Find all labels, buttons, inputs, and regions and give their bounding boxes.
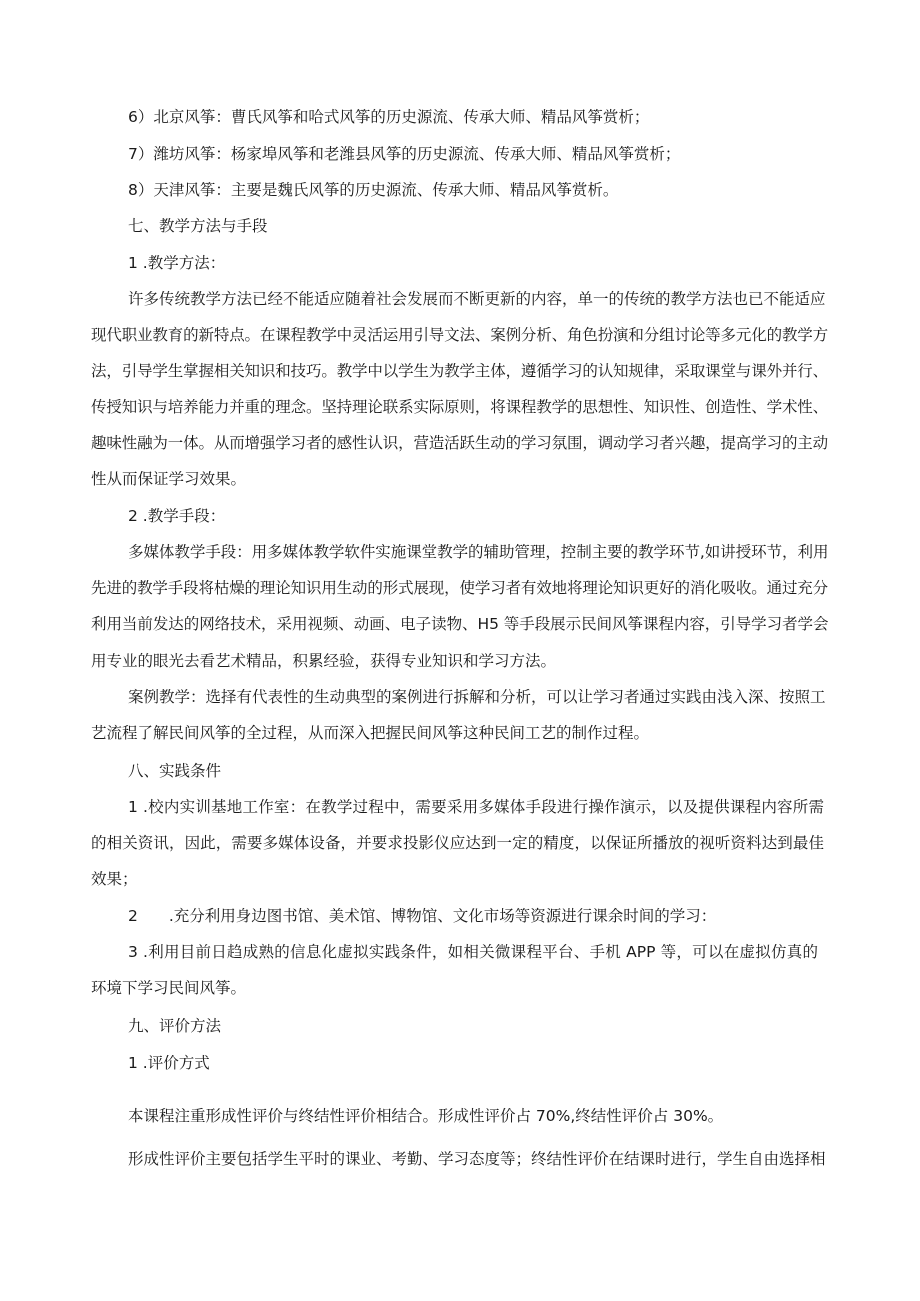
list-item-weifang-kite: 7）潍坊风筝：杨家埠风筝和老潍县风筝的历史源流、传承大师、精品风筝赏析； xyxy=(128,145,681,163)
paragraph-line: 环境下学习民间风筝。 xyxy=(91,979,247,997)
list-item-library-resources: 2 .充分利用身边图书馆、美术馆、博物馆、文化市场等资源进行课余时间的学习： xyxy=(128,907,717,925)
paragraph-line: 1 .校内实训基地工作室：在教学过程中，需要采用多媒体手段进行操作演示，以及提供课程内容所需 xyxy=(128,798,824,816)
subheading-teaching-method: 1 .教学方法： xyxy=(128,254,226,272)
paragraph-line: 传授知识与培养能力并重的理念。坚持理论联系实际原则，将课程教学的思想性、知识性、创造性、学术性、 xyxy=(91,398,829,416)
paragraph-line: 性从而保证学习效果。 xyxy=(91,470,247,488)
paragraph-line: 许多传统教学方法已经不能适应随着社会发展而不断更新的内容，单一的传统的教学方法也已不能适应 xyxy=(128,290,826,308)
subheading-teaching-means: 2 .教学手段： xyxy=(128,507,226,525)
section-heading-evaluation: 九、评价方法 xyxy=(128,1017,222,1035)
paragraph-line: 趣味性融为一体。从而增强学习者的感性认识，营造活跃生动的学习氛围，调动学习者兴趣，提高学习的主动 xyxy=(91,434,829,452)
paragraph-line: 效果； xyxy=(91,870,138,888)
paragraph-line: 现代职业教育的新特点。在课程教学中灵活运用引导文法、案例分析、角色扮演和分组讨论等多元化的教学方 xyxy=(91,326,829,344)
paragraph-line: 用专业的眼光去看艺术精品，积累经验，获得专业知识和学习方法。 xyxy=(91,652,557,670)
paragraph-line: 形成性评价主要包括学生平时的课业、考勤、学习态度等；终结性评价在结课时进行，学生自由选择相 xyxy=(128,1150,826,1168)
paragraph-line: 多媒体教学手段：用多媒体教学软件实施课堂教学的辅助管理，控制主要的教学环节,如讲授环节，利用 xyxy=(128,543,829,561)
paragraph-line: 艺流程了解民间风筝的全过程，从而深入把握民间风筝这种民间工艺的制作过程。 xyxy=(91,724,650,742)
paragraph-line: 本课程注重形成性评价与终结性评价相结合。形成性评价占 70%,终结性评价占 30%。 xyxy=(128,1107,724,1125)
paragraph-line: 法，引导学生掌握相关知识和技巧。教学中以学生为教学主体，遵循学习的认知规律，采取课堂与课外并行、 xyxy=(91,362,829,380)
section-heading-practice-conditions: 八、实践条件 xyxy=(128,762,222,780)
list-item-tianjin-kite: 8）天津风筝：主要是魏氏风筝的历史源流、传承大师、精品风筝赏析。 xyxy=(128,181,619,199)
list-item-beijing-kite: 6）北京风筝：曹氏风筝和哈式风筝的历史源流、传承大师、精品风筝赏析； xyxy=(128,108,650,126)
paragraph-line: 的相关资讯，因此，需要多媒体设备，并要求投影仪应达到一定的精度，以保证所播放的视听资料达到最佳 xyxy=(91,834,824,852)
paragraph-line: 先进的教学手段将枯燥的理论知识用生动的形式展现，使学习者有效地将理论知识更好的消化吸收。通过充分 xyxy=(91,579,829,597)
paragraph-line: 案例教学：选择有代表性的生动典型的案例进行拆解和分析，可以让学习者通过实践由浅入深、按照工 xyxy=(128,688,826,706)
section-heading-teaching-methods: 七、教学方法与手段 xyxy=(128,217,268,235)
paragraph-line: 3 .利用目前日趋成熟的信息化虚拟实践条件，如相关微课程平台、手机 APP 等，可以在虚拟仿真的 xyxy=(128,943,818,961)
subheading-evaluation-mode: 1 .评价方式 xyxy=(128,1054,210,1072)
paragraph-line: 利用当前发达的网络技术，采用视频、动画、电子读物、H5 等手段展示民间风筝课程内容，引导学习者学会 xyxy=(91,615,829,633)
